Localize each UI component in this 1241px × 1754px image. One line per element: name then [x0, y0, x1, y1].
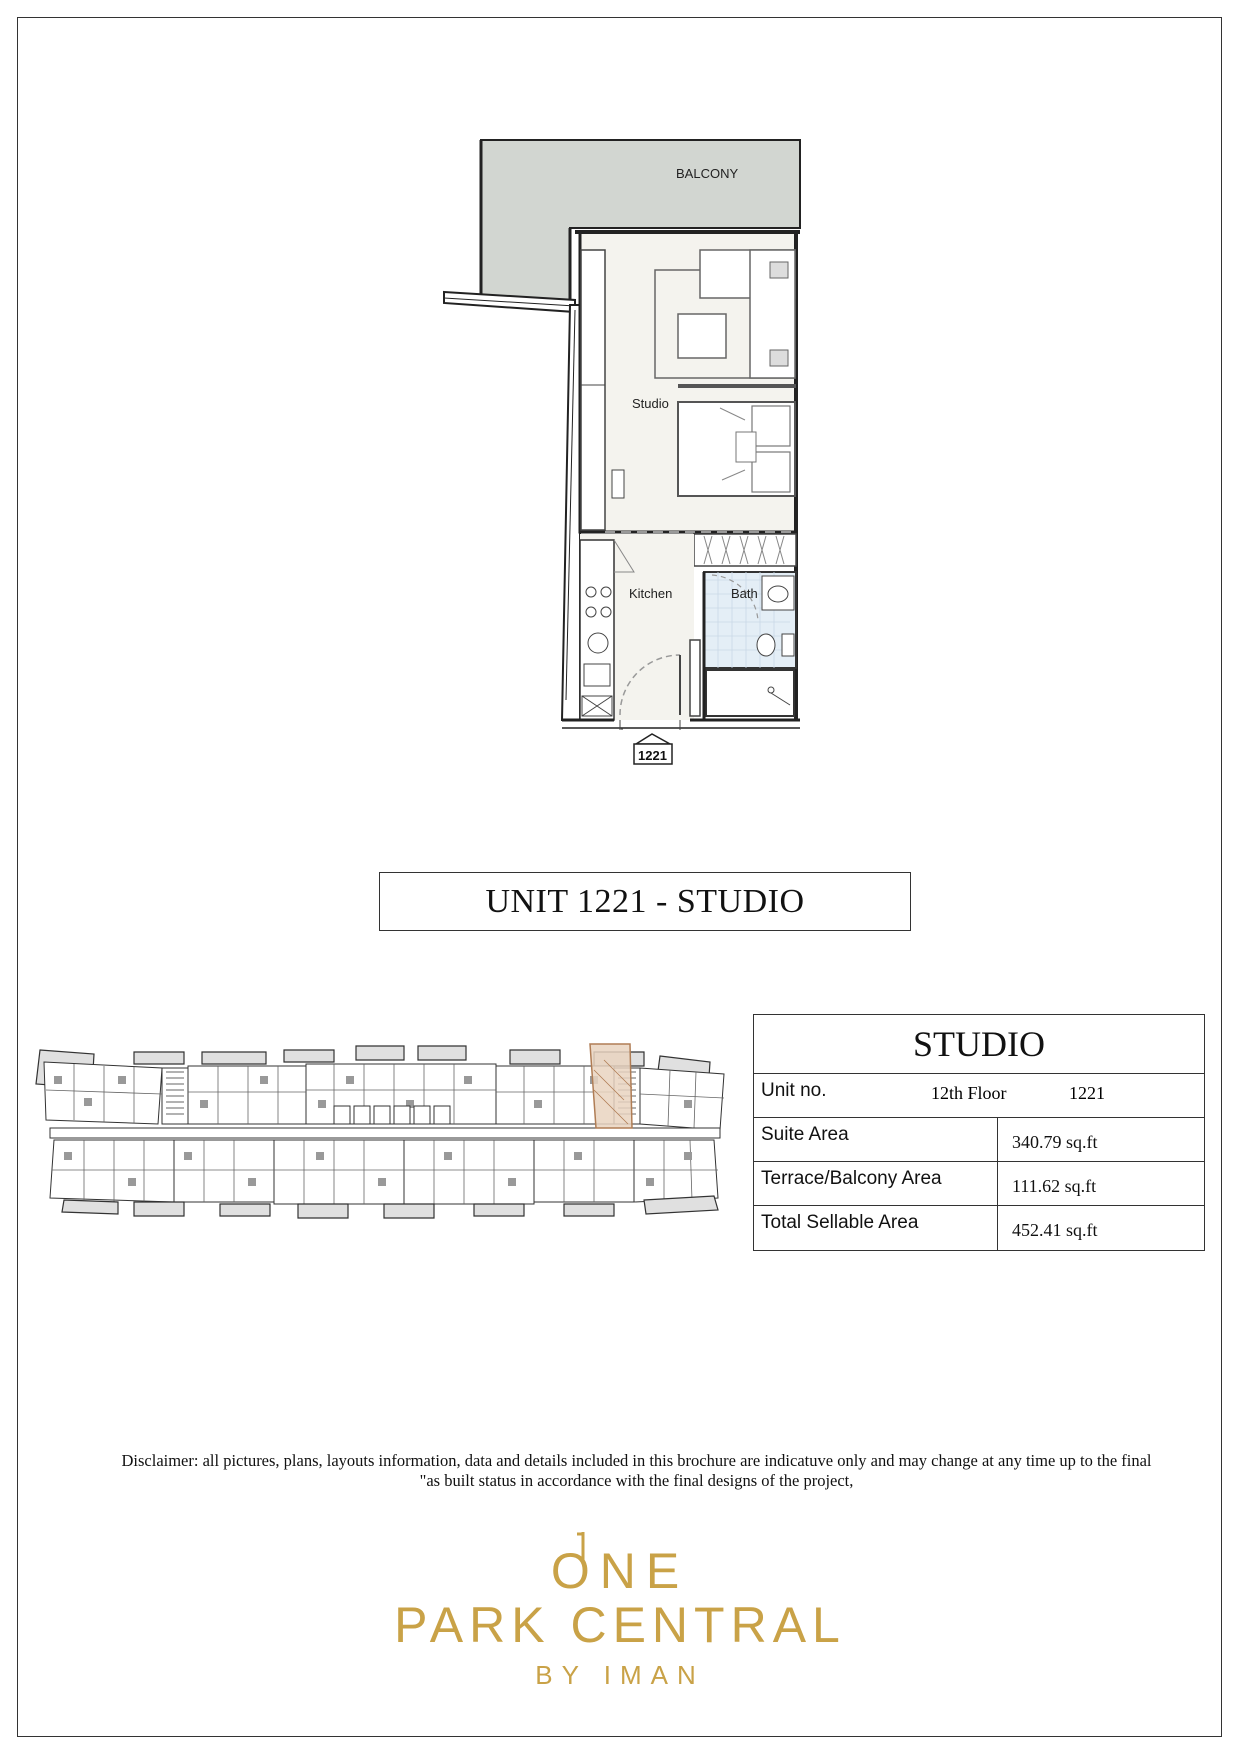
logo-line-by-iman: BY IMAN	[535, 1660, 705, 1690]
unit-floor-plan	[0, 0, 1241, 800]
bath-label: Bath	[731, 586, 758, 601]
table-row	[754, 1162, 1204, 1206]
total-area-label: Total Sellable Area	[754, 1206, 998, 1250]
balcony-area-value: 111.62 sq.ft	[1012, 1176, 1097, 1196]
table-row	[754, 1206, 1204, 1250]
logo-line-park-central: PARK CENTRAL	[394, 1597, 846, 1653]
unit-number: 1221	[1069, 1083, 1105, 1103]
brand-logo	[330, 1530, 910, 1691]
balcony-area-label: Terrace/Balcony Area	[754, 1162, 998, 1205]
unit-tag-label: 1221	[638, 748, 667, 763]
unit-title: UNIT 1221 - STUDIO	[379, 872, 911, 931]
total-area-value: 452.41 sq.ft	[1012, 1220, 1098, 1240]
suite-area-label: Suite Area	[754, 1118, 998, 1161]
suite-area-value: 340.79 sq.ft	[1012, 1132, 1098, 1152]
disclaimer	[60, 1451, 1213, 1491]
spec-heading: STUDIO	[754, 1015, 1204, 1074]
kitchen-label: Kitchen	[629, 586, 673, 601]
disclaimer-line-1: Disclaimer: all pictures, plans, layouts information, data and details included in this brochure are indicatuve only and may change at any time up to the final	[121, 1451, 1152, 1470]
studio-label: Studio	[632, 396, 669, 411]
table-row	[754, 1118, 1204, 1162]
floor-key-plan	[34, 1040, 734, 1220]
unit-no-label: Unit no.	[761, 1080, 827, 1101]
balcony-label: BALCONY	[676, 166, 739, 181]
unit-tag-arrow	[636, 734, 670, 744]
logo-line-one: ONE	[550, 1543, 690, 1599]
disclaimer-line-2: "as built status in accordance with the final designs of the project,	[419, 1471, 854, 1490]
unit-no-row	[754, 1074, 1204, 1118]
unit-floor: 12th Floor	[931, 1083, 1007, 1103]
spec-table	[753, 1014, 1205, 1251]
highlighted-unit	[590, 1044, 632, 1128]
